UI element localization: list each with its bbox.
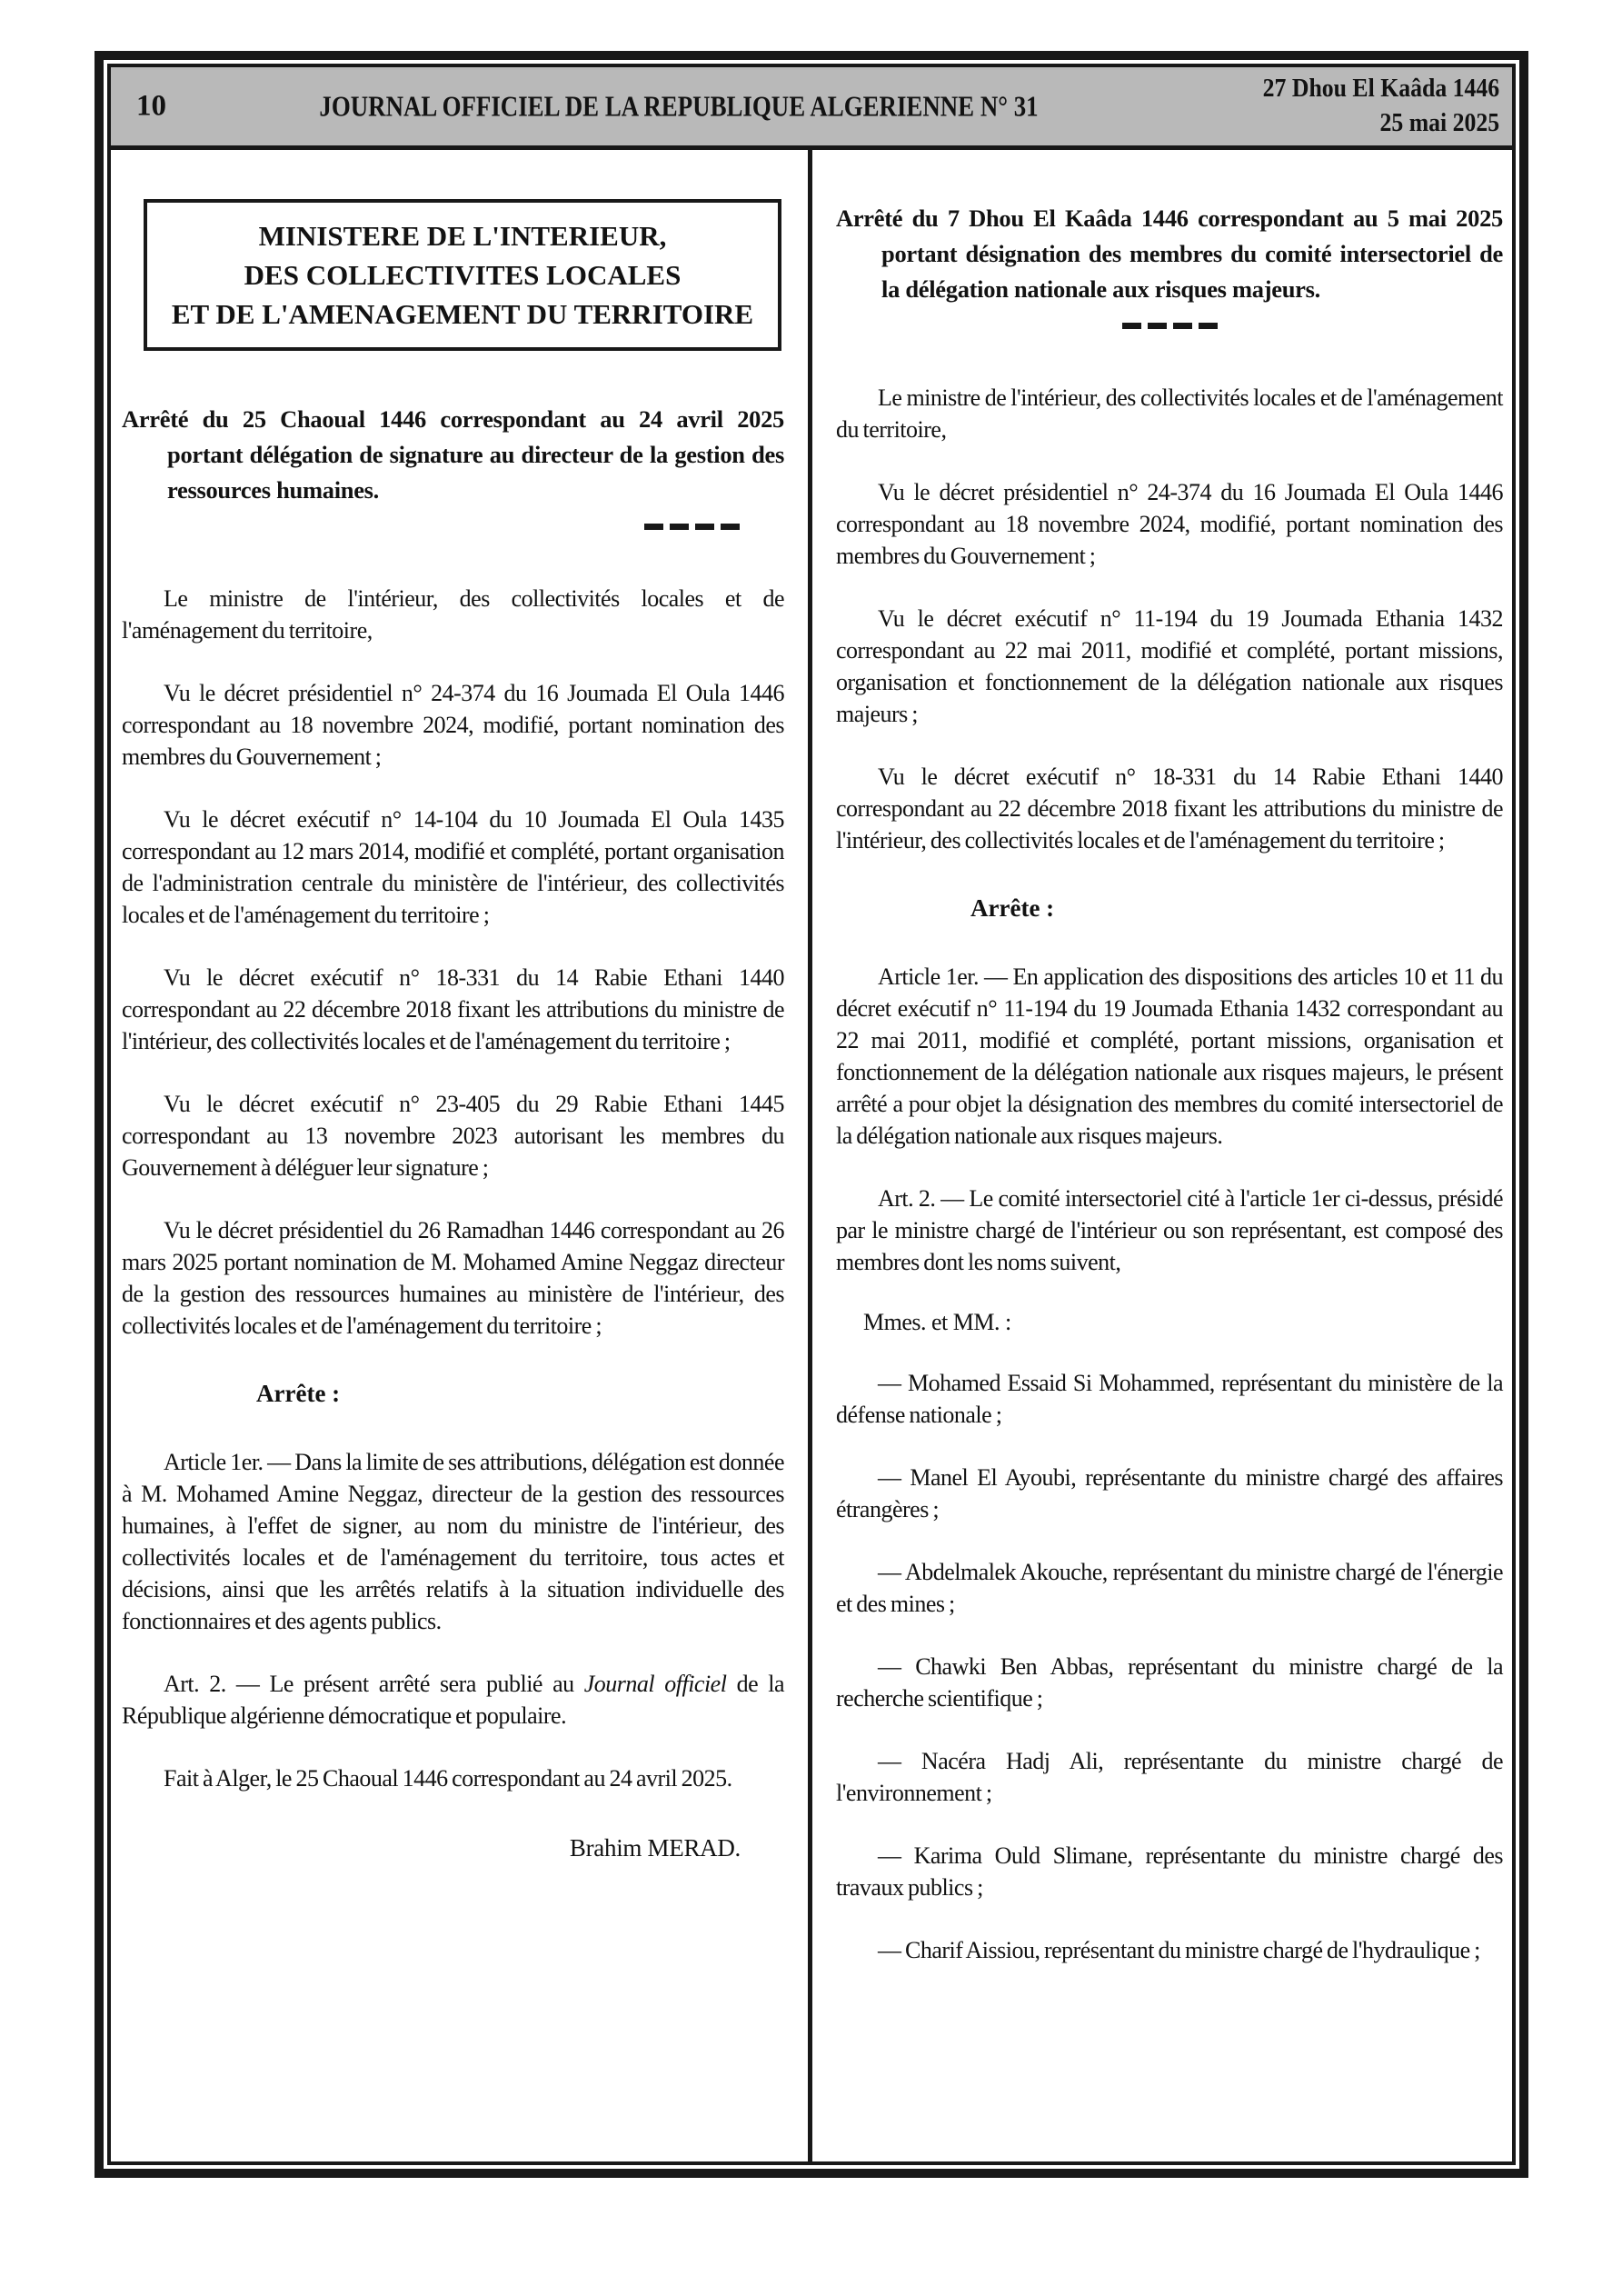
paragraph: Vu le décret exécutif n° 23-405 du 29 Rabie Ethani 1445 correspondant au 13 novembre 2023 autorisant les membres du Gouvernement à déléguer leur signature ; xyxy=(122,1091,784,1181)
member-item: — Chawki Ben Abbas, représentant du ministre chargé de la recherche scientifique ; xyxy=(836,1653,1503,1712)
heading-separator xyxy=(644,524,784,530)
page-frame-inner xyxy=(107,64,1516,2165)
separator-dash xyxy=(1199,323,1218,329)
separator-dash xyxy=(1148,323,1167,329)
date-gregorian: 25 mai 2025 xyxy=(1379,109,1499,137)
journal-title: JOURNAL OFFICIEL DE LA REPUBLIQUE ALGERIENNE N° 31 xyxy=(318,89,1039,123)
paragraph: Vu le décret présidentiel du 26 Ramadhan 1446 correspondant au 26 mars 2025 portant nomination de M. Mohamed Amine Neggaz directeur de la gestion des ressources humaines au ministère de l'intérieur, des collectivités locales et de l'aménagement du territoire ; xyxy=(122,1217,784,1339)
member-item: — Nacéra Hadj Ali, représentante du ministre chargé de l'environnement ; xyxy=(836,1748,1503,1806)
separator-dash xyxy=(721,524,740,530)
separator-dash xyxy=(695,524,714,530)
column-left xyxy=(111,150,808,2161)
paragraph: Le ministre de l'intérieur, des collectivités locales et de l'aménagement du territoire, xyxy=(122,585,784,644)
ministry-box-line: ET DE L'AMENAGEMENT DU TERRITOIRE xyxy=(171,298,754,330)
separator-dash xyxy=(670,524,689,530)
paragraph: Le ministre de l'intérieur, des collectivités locales et de l'aménagement du territoire, xyxy=(836,384,1503,443)
article-2-text: Art. 2. — Le présent arrêté sera publié au xyxy=(164,1671,584,1697)
fait-a-alger: Fait à Alger, le 25 Chaoual 1446 correspondant au 24 avril 2025. xyxy=(164,1765,732,1792)
paragraph: Vu le décret exécutif n° 11-194 du 19 Joumada Ethania 1432 correspondant au 22 mai 2011, modifié et complété, portant missions, organisation et fonctionnement de la délégation nationale aux risques majeurs ; xyxy=(836,605,1503,727)
article-2-text-end: de la République algérienne démocratique et populaire. xyxy=(122,1671,784,1729)
separator-dash xyxy=(1122,323,1141,329)
member-item: — Manel El Ayoubi, représentante du ministre chargé des affaires étrangères ; xyxy=(836,1464,1503,1522)
paragraph: Vu le décret exécutif n° 14-104 du 10 Joumada El Oula 1435 correspondant au 12 mars 2014, modifié et complété, portant organisation de l'administration centrale du ministère de l'intérieur, des collectivités locales et de l'aménagement du territoire ; xyxy=(122,806,784,928)
ministry-box-line: MINISTERE DE L'INTERIEUR, xyxy=(258,220,667,252)
paragraph: Vu le décret exécutif n° 18-331 du 14 Rabie Ethani 1440 correspondant au 22 décembre 2018 fixant les attributions du ministre de l'intérieur, des collectivités locales et de l'aménagement du territoire ; xyxy=(122,964,784,1054)
paragraph: Vu le décret présidentiel n° 24-374 du 16 Joumada El Oula 1446 correspondant au 18 novembre 2024, modifié, portant nomination des membres du Gouvernement ; xyxy=(122,680,784,770)
member-item: — Abdelmalek Akouche, représentant du ministre chargé de l'énergie et des mines ; xyxy=(836,1559,1503,1617)
arrete-heading-right: Arrêté du 7 Dhou El Kaâda 1446 correspondant au 5 mai 2025 portant désignation des membres du comité intersectoriel de la délégation nationale aux risques majeurs. xyxy=(836,205,1503,303)
article-2-right: Art. 2. — Le comité intersectoriel cité à l'article 1er ci-dessus, présidé par le ministre chargé de l'intérieur ou son représentant, est composé des membres dont les noms suivent, xyxy=(836,1185,1503,1275)
page-header xyxy=(111,67,1512,150)
paragraph: Vu le décret exécutif n° 18-331 du 14 Rabie Ethani 1440 correspondant au 22 décembre 2018 fixant les attributions du ministre de l'intérieur, des collectivités locales et de l'aménagement du territoire ; xyxy=(836,764,1503,854)
column-right xyxy=(812,150,1512,2161)
article-1-right: Article 1er. — En application des dispositions des articles 10 et 11 du décret exécutif n° 11-194 du 19 Joumada Ethania 1432 correspondant au 22 mai 2011, modifié et complété, portant missions, organisation et fonctionnement de la délégation nationale aux risques majeurs, le présent arrêté a pour objet la désignation des membres du comité intersectoriel de la délégation nationale aux risques majeurs. xyxy=(836,963,1503,1149)
journal-officiel-italic: Journal officiel xyxy=(583,1671,727,1697)
page-content xyxy=(111,150,1512,2161)
member-item: — Charif Aissiou, représentant du ministre chargé de l'hydraulique ; xyxy=(878,1937,1480,1963)
separator-dash xyxy=(1173,323,1192,329)
ministry-box-line: DES COLLECTIVITES LOCALES xyxy=(244,259,682,291)
arrete-label-left: Arrête : xyxy=(256,1380,341,1407)
separator-dash xyxy=(644,524,663,530)
page-frame xyxy=(95,51,1528,2178)
signature: Brahim MERAD. xyxy=(569,1834,741,1862)
member-item: — Karima Ould Slimane, représentante du ministre chargé des travaux publics ; xyxy=(836,1842,1503,1901)
mmes-mm-label: Mmes. et MM. : xyxy=(863,1309,1011,1335)
member-item: — Mohamed Essaid Si Mohammed, représentant du ministère de la défense nationale ; xyxy=(836,1370,1503,1428)
heading-separator xyxy=(836,323,1503,329)
arrete-label-right: Arrête : xyxy=(970,894,1055,922)
issue-dates xyxy=(1262,72,1499,141)
ministry-box xyxy=(144,199,781,351)
article-2-left xyxy=(122,1668,784,1732)
article-1-left: Article 1er. — Dans la limite de ses attributions, délégation est donnée à M. Mohamed Amine Neggaz, directeur de la gestion des ressources humaines, à l'effet de signer, au nom du ministre de l'intérieur, des collectivités locales et de l'aménagement du territoire, tous actes et décisions, ainsi que les arrêtés relatifs à la situation individuelle des fonctionnaires et des agents publics. xyxy=(122,1449,784,1634)
date-hijri: 27 Dhou El Kaâda 1446 xyxy=(1262,75,1499,103)
arrete-heading-left: Arrêté du 25 Chaoual 1446 correspondant au 24 avril 2025 portant délégation de signature au directeur de la gestion des ressources humaines. xyxy=(122,405,784,504)
page-number: 10 xyxy=(136,89,166,123)
paragraph: Vu le décret présidentiel n° 24-374 du 16 Joumada El Oula 1446 correspondant au 18 novembre 2024, modifié, portant nomination des membres du Gouvernement ; xyxy=(836,479,1503,569)
